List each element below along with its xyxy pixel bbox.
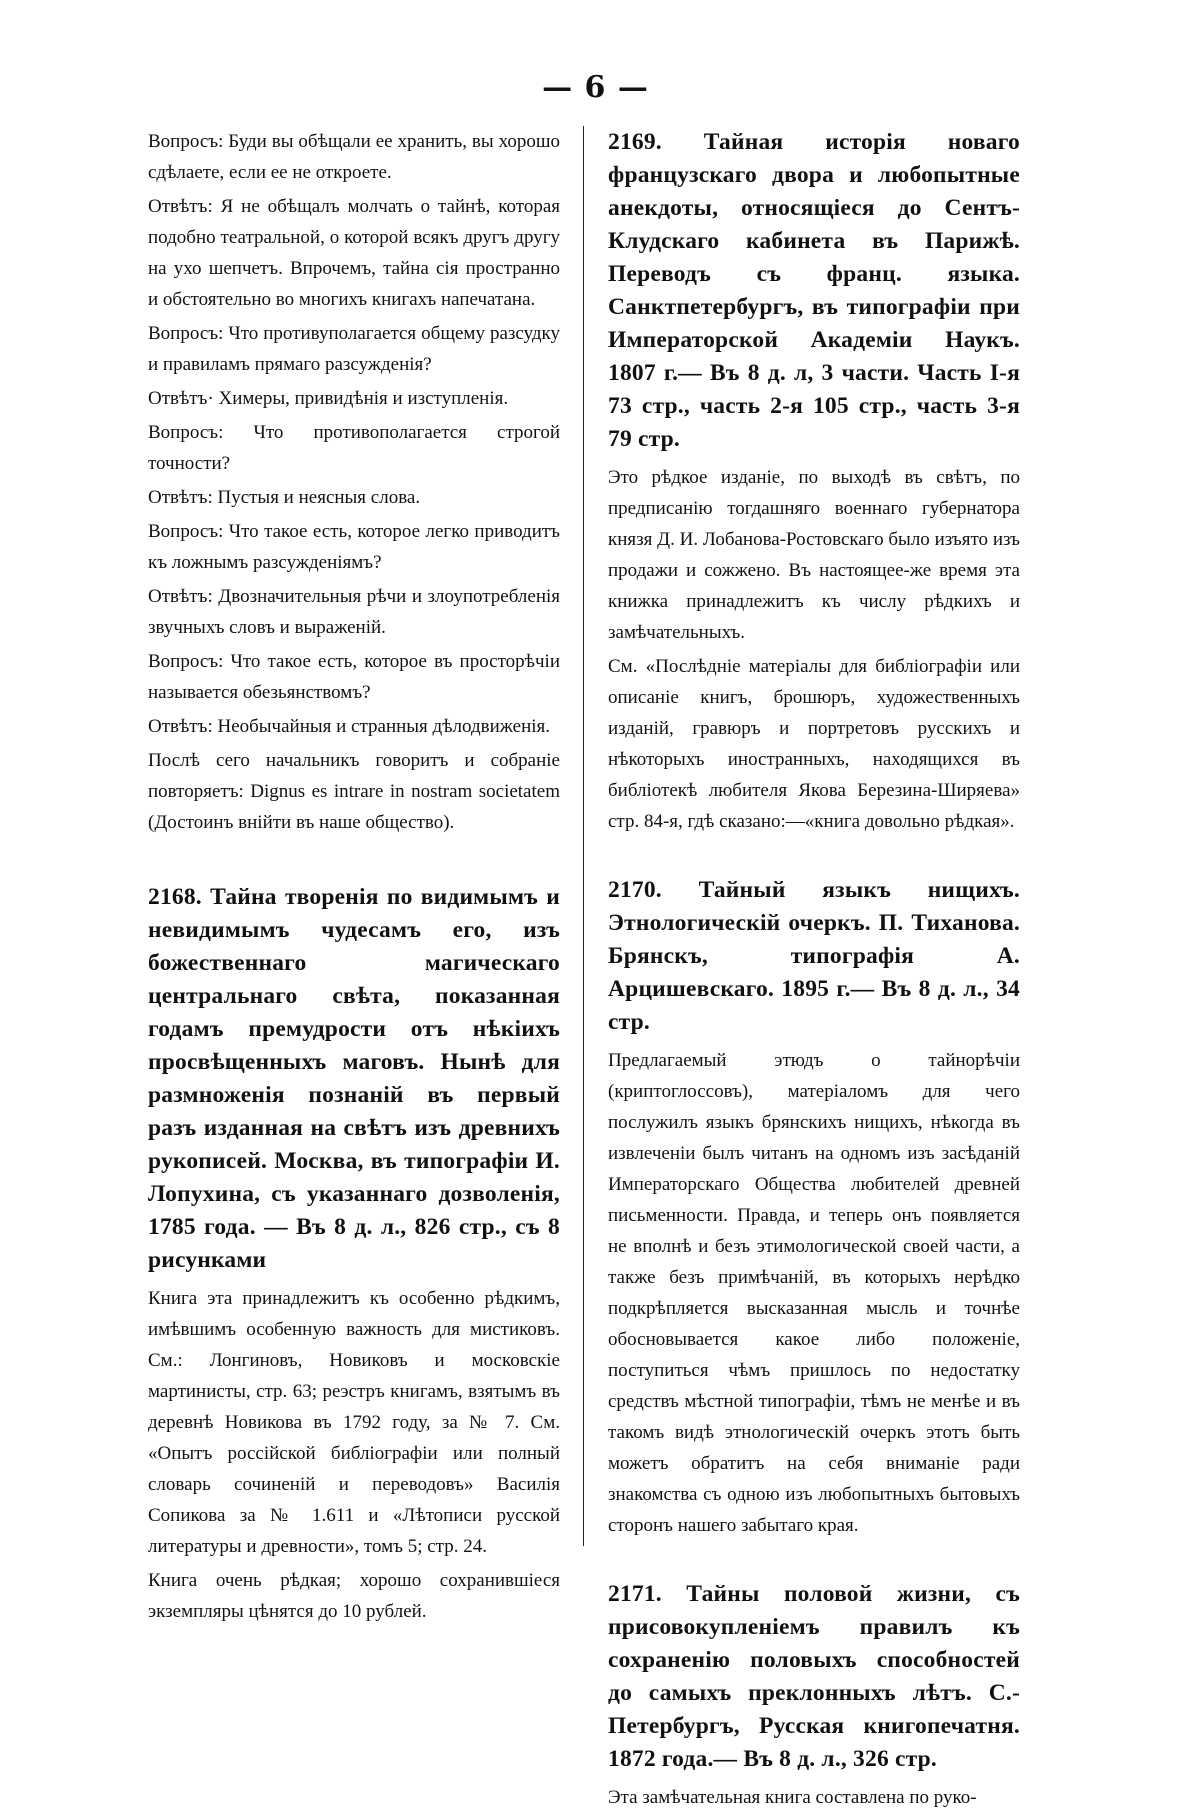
- entry-2168-note: Книга очень рѣдкая; хорошо сохранившіеся экземпляры цѣнятся до 10 рублей.: [148, 1570, 560, 1622]
- entry-2168-note: Книга эта принадлежитъ къ особенно рѣдкимъ, имѣвшимъ особенную важность для мистиковъ. См.: Лонгиновъ, Новиковъ и московскіе мартинисты, стр. 63; реэстръ книгамъ, взятымъ въ деревнѣ Новикова въ 1792 году, за № 7. См. «Опытъ россійской библіографіи или полный словарь сочиненій и переводовъ» Василія Сопикова за № 1.611 и «Лѣтописи русской литературы и древности», томъ 5; стр. 24.: [148, 1288, 560, 1557]
- spacer: [608, 1544, 1020, 1578]
- spacer: [608, 840, 1020, 874]
- spacer: [148, 841, 560, 881]
- dialogue-line: Вопросъ: Что противополагается строгой точности?: [148, 422, 560, 474]
- entry-2169-note: Это рѣдкое изданіе, по выходѣ въ свѣтъ, по предписанію тогдашняго военнаго губернатора князя Д. И. Лобанова-Ростовскаго было изъято изъ продажи и сожжено. Въ настоящее-же время эта книжка принадлежитъ къ числу рѣдкихъ и замѣчательныхъ.: [608, 467, 1020, 643]
- dialogue-line: Вопросъ: Буди вы обѣщали ее хранить, вы хорошо сдѣлаете, если ее не откроете.: [148, 131, 560, 183]
- entry-2169-note: См. «Послѣдніе матеріалы для библіографіи или описаніе книгъ, брошюръ, художественныхъ изданій, гравюръ и портретовъ русскихъ и нѣкоторыхъ иностранныхъ, находящихся въ библіотекѣ любителя Якова Березина-Ширяева» стр. 84-я, гдѣ сказано:—«книга довольно рѣдкая».: [608, 656, 1020, 832]
- dialogue-line: Отвѣтъ· Химеры, привидѣнія и изступленія.: [148, 388, 509, 409]
- right-column: [608, 126, 1020, 1808]
- column-divider: [583, 126, 584, 1546]
- entry-2170-note: Предлагаемый этюдъ о тайнорѣчіи (криптоглоссовъ), матеріаломъ для чего послужилъ языкъ брянскихъ нищихъ, нѣкогда въ извлеченіи былъ читанъ на одномъ изъ засѣданій Императорскаго Общества любителей древней письменности. Правда, и теперь онъ появляется не вполнѣ и безъ этимологической своей части, а также безъ примѣчаній, въ которыхъ нерѣдко подкрѣпляется высказанная мысль и точнѣе обосновывается какое либо положеніе, поступиться чѣмъ пришлось по недостатку средствъ мѣстной типографіи, тѣмъ не менѣе и въ такомъ видѣ этнологическій очеркъ этотъ быть можетъ обратитъ на себя вниманіе ради знакомства съ одною изъ любопытныхъ бытовыхъ сторонъ нашего забытаго края.: [608, 1050, 1020, 1536]
- dialogue-line: Отвѣтъ: Я не обѣщалъ молчать о тайнѣ, которая подобно театральной, о которой всякъ другъ другу на ухо шепчетъ. Впрочемъ, тайна сія пространно и обстоятельно во многихъ книгахъ напечатана.: [148, 196, 560, 310]
- dialogue-line: Отвѣтъ: Пустыя и неясныя слова.: [148, 487, 421, 508]
- dialogue-line: Вопросъ: Что такое есть, которое легко приводитъ къ ложнымъ разсужденіямъ?: [148, 521, 560, 573]
- entry-2168-title: 2168. Тайна творенія по видимымъ и невидимымъ чудесамъ его, изъ божественнаго магическаго центральнаго свѣта, показанная годамъ премудрости отъ нѣкіихъ просвѣщенныхъ маговъ. Нынѣ для размноженія познаній въ первый разъ изданная на свѣтъ изъ древнихъ рукописей. Москва, въ типографіи И. Лопухина, съ указаннаго дозволенія, 1785 года. — Въ 8 д. л., 826 стр., съ 8 рисунками: [148, 884, 560, 1273]
- left-column: [148, 126, 560, 1622]
- entry-2171-note: Эта замѣчательная книга составлена по руко-: [608, 1787, 977, 1808]
- dialogue-line: Послѣ сего начальникъ говоритъ и собраніе повторяетъ: Dignus es intrare in nostram societatem (Достоинъ внійти въ наше общество).: [148, 750, 560, 833]
- dialogue-line: Отвѣтъ: Необычайныя и странныя дѣлодвиженія.: [148, 716, 551, 737]
- entry-2171-title: 2171. Тайны половой жизни, съ присовокупленіемъ правилъ къ сохраненію половыхъ способностей до самыхъ преклонныхъ лѣтъ. С.-Петербургъ, Русская книгопечатня. 1872 года.— Въ 8 д. л., 326 стр.: [608, 1581, 1020, 1772]
- dialogue-line: Вопросъ: Что такое есть, которое въ просторѣчіи называется обезьянствомъ?: [148, 651, 560, 703]
- page-number: — 6 —: [542, 70, 649, 105]
- entry-2170-title: 2170. Тайный языкъ нищихъ. Этнологическій очеркъ. П. Тиханова. Брянскъ, типографія А. Арцишевскаго. 1895 г.— Въ 8 д. л., 34 стр.: [608, 877, 1020, 1035]
- dialogue-line: Отвѣтъ: Двозначительныя рѣчи и злоупотребленія звучныхъ словъ и выраженій.: [148, 586, 560, 638]
- dialogue-line: Вопросъ: Что противуполагается общему разсудку и правиламъ прямаго разсужденія?: [148, 323, 560, 375]
- entry-2169-title: 2169. Тайная исторія новаго французскаго двора и любопытные анекдоты, относящіеся до Сентъ-Клудскаго кабинета въ Парижѣ. Переводъ съ франц. языка. Санктпетербургъ, въ типографіи при Императорской Академіи Наукъ. 1807 г.— Въ 8 д. л, 3 части. Часть I-я 73 стр., часть 2-я 105 стр., часть 3-я 79 стр.: [608, 129, 1020, 452]
